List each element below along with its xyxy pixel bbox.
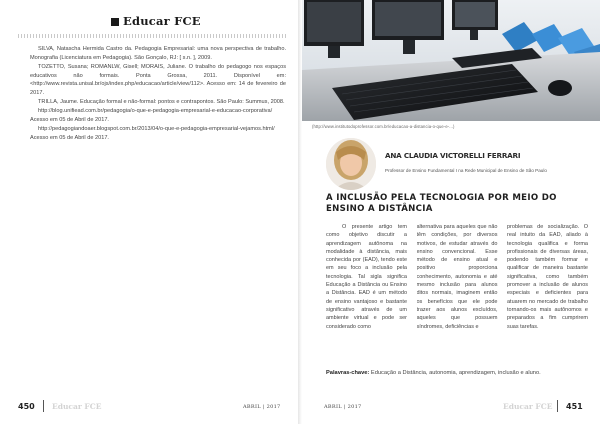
footer-date-right: ABRIL | 2017: [324, 404, 362, 410]
body-paragraph: O presente artigo tem como objetivo discutir a aprendizagem autônoma na modalidade à distância, mais conhecida por (EAD), tendo este em seu foco a inclusão pela tecnologia. Tal sigla significa Educação a Distância ou Ensino a Distância. EAD é um método de ensino vantajoso e bastante significativo através de um ambiente virtual e pode ser considerado como: [326, 224, 407, 330]
page-number-left: 450: [18, 402, 35, 411]
bullet-square-icon: [111, 18, 119, 26]
keywords-text: Educação a Distância, autonomia, aprendizagem, inclusão e aluno.: [370, 370, 541, 376]
reference-item: SILVA, Natascha Hermida Castro da. Pedagogia Empresarial: uma nova perspectiva de trabalho. Monografia (Licenciatura em Pedagogia). São Gonçalo, RJ: [ s.n. ], 2009.: [30, 46, 286, 61]
article-body: [326, 223, 588, 366]
footer-brand-right: Educar FCE: [503, 402, 553, 411]
author-avatar: [326, 138, 376, 190]
photo-caption: (http://www.institutodoprofessor.com.br/educacao-a-distancia-o-que-e-...): [312, 124, 455, 129]
footer-brand-left: Educar FCE: [52, 402, 102, 411]
footer-divider: [43, 400, 44, 412]
section-title: Educar FCE: [123, 14, 201, 28]
author-portrait-image: [326, 138, 376, 190]
section-header: [18, 14, 288, 36]
computer-lab-image: [302, 0, 600, 121]
keywords-label: Palavras-chave:: [326, 370, 370, 376]
body-column: [326, 223, 407, 366]
dotted-rule: [18, 34, 288, 38]
reference-item: http://pedagogiandoaer.blogspot.com.br/2013/04/o-que-e-pedagogia-empresarial-vejamos.html/ Acesso em 05 de Abril de 2017.: [30, 126, 275, 142]
body-paragraph: alternativa para aqueles que não têm condições, por diversos motivos, de estudar através do ensino convencional. Esse método de ensino atual e positivo proporciona conhecimento, autonomia e até mesmo inclusão para alunos ditos normais, imaginem então os benefícios que ele pode trazer aos alunos excluídos, aqueles que possuem síndromes, deficiências e: [416, 224, 498, 330]
author-role: Professor de Ensino Fundamental I na Rede Municipal de Ensino de São Paulo: [385, 168, 547, 173]
references-list: [30, 45, 286, 143]
author-name: ANA CLAUDIA VICTORELLI FERRARI: [385, 151, 521, 160]
footer-divider: [557, 400, 558, 412]
body-column: [417, 223, 498, 366]
body-column: [507, 223, 588, 366]
body-paragraph: problemas de socialização. O real intuito da EAD, aliado à tecnologia qualifica e forma profissionais de diversas áreas, podendo também formar e qualificar de maneira bastante significativa, como também promover a inclusão de alunos especiais e deficientes para atuarem no mercado de trabalho tornando-os mais autônomos e preparados a fim cumprirem suas tarefas.: [507, 224, 588, 330]
page-number-right: 451: [566, 402, 583, 411]
article-title: A INCLUSÃO PELA TECNOLOGIA POR MEIO DO ENSINO A DISTÂNCIA: [326, 193, 557, 215]
article-photo: [302, 0, 600, 121]
reference-item: TOZETTO, Susana; ROMANLW, Gisell; MORAIS, Juliane. O trabalho do pedagogo nos espaços educativos não formais. Ponta Grossa, 2011. Disponível em: <http://www.revista.unisal.br/ojs/index.php/educacao/article/view/112>. Acesso em: 14 de fevereiro de 2017.: [30, 63, 286, 97]
footer-date-left: ABRIL | 2017: [243, 404, 281, 410]
reference-item: TRILLA, Jaume. Educação formal e não-formal: pontos e contrapontos. São Paulo: Summus, 2008.: [38, 99, 285, 106]
keywords-line: [326, 370, 596, 376]
reference-item: http://blog.unifiead.com.br/pedagogia/o-que-e-pedagogia-empresarial-e-educacao-corporativa/ Acesso em 05 de Abril de 2017.: [30, 108, 273, 124]
